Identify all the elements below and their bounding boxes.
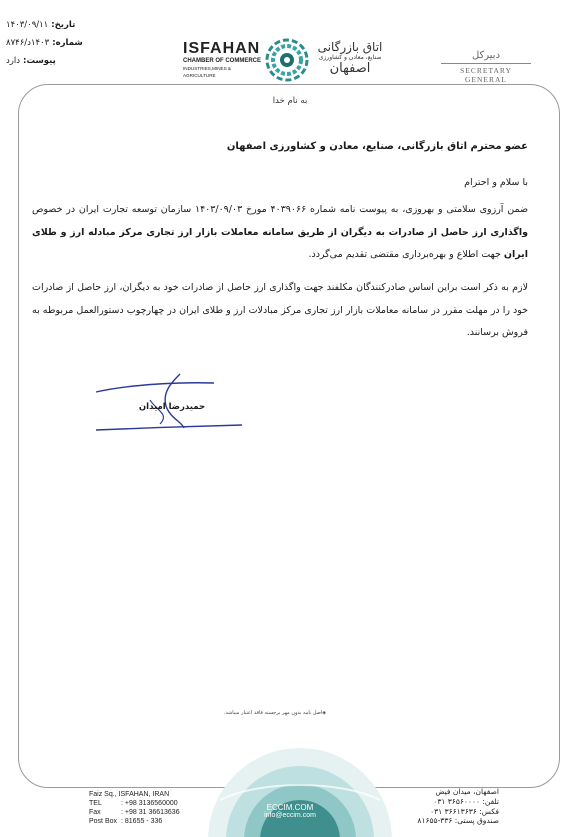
paragraph-1 — [32, 199, 528, 267]
meta-attachment-value: دارد — [6, 56, 21, 66]
footer-web — [250, 804, 330, 820]
footer-email[interactable]: info@eccim.com — [264, 812, 316, 819]
org-name-persian — [315, 40, 385, 76]
secretary-general-title — [441, 49, 531, 84]
footer-address-english — [89, 790, 199, 826]
org-fa-line3: اصفهان — [329, 61, 371, 76]
footer-fa-fax: فکس: ۳۶۶۱۳۶۳۶ ۰۳۱ — [430, 806, 499, 816]
org-en-title: ISFAHAN — [183, 40, 261, 57]
validity-footnote: ◈اصل نامه بدون مهر برجسته فاقد اعتبار میباشد. — [223, 710, 327, 716]
footer-tel-label: TEL — [89, 800, 102, 807]
footer-logo-wave — [200, 730, 400, 837]
greeting-line: با سلام و احترام — [464, 177, 528, 188]
org-fa-line1: اتاق بازرگانی — [317, 40, 383, 54]
footer-tel-row — [89, 799, 199, 808]
footer-tel-value: : +98 3136560000 — [121, 800, 178, 807]
paragraph-1-closing: جهت اطلاع و بهره‌برداری مقتضی تقدیم می‌گردد. — [308, 249, 501, 260]
meta-number-label: شماره: — [52, 38, 83, 48]
footer-address-persian — [404, 787, 499, 826]
org-en-line2: INDUSTRIES,MINES & AGRICULTURE — [183, 66, 231, 78]
paragraph-1-intro: ضمن آرزوی سلامتی و بهروزی، به پیوست نامه شماره ۴۰۳۹۰۶۶ مورخ ۱۴۰۳/۰۹/۰۳ سازمان توسعه تجارت ایران در خصوص — [32, 204, 529, 215]
footer-fax-value: : +98 31 36613636 — [121, 809, 180, 816]
meta-number — [6, 34, 102, 52]
signatory-name: حمیدرضا امیدان — [138, 402, 206, 412]
footer-fax-row — [89, 808, 199, 817]
org-en-line1: CHAMBER OF COMMERCE — [183, 58, 261, 64]
footer-address: Faiz Sq., ISFAHAN, IRAN — [89, 791, 170, 798]
meta-date-value: ۱۴۰۳/۰۹/۱۱ — [6, 20, 49, 30]
footer-postbox-row — [89, 817, 199, 826]
meta-attachment — [6, 52, 102, 70]
letter-meta — [6, 16, 102, 70]
footer-postbox-value: : 81655 - 336 — [121, 818, 163, 825]
meta-number-value: ۱۴۰۳د/۸۷۴۶ — [6, 38, 50, 48]
footer-fa-tel: تلفن: ۳۶۵۶۰۰۰۰ ۰۳۱ — [433, 796, 499, 806]
recipient-line: عضو محترم اتاق بازرگانی، صنایع، معادن و کشاورزی اصفهان — [226, 141, 528, 152]
org-fa-line2: صنایع، معادن و کشاورزی — [318, 54, 382, 61]
meta-date — [6, 16, 102, 34]
footer-fa-address: اصفهان، میدان فیض — [435, 787, 499, 796]
bismillah-heading: به نام خدا — [272, 96, 308, 106]
paragraph-2: لازم به ذکر است براین اساس صادرکنندگان مکلفند جهت واگذاری ارز حاصل از صادرات خود به دیگران، ارز حاصل از صادرات خود را در مهلت مقرر در سامانه معاملات بازار ارز تجاری مرکز مبادلات ارز و طلای ایران در چهارچوب دستورالعمل مربوطه به فروش برسانند. — [32, 282, 528, 338]
meta-attachment-label: پیوست: — [23, 56, 56, 66]
footer-address-row — [89, 790, 199, 799]
footer-fa-postbox: صندوق پستی: ۳۳۶-۸۱۶۵۵ — [417, 816, 499, 826]
footer-website[interactable]: ECCIM.COM — [266, 803, 314, 812]
secretary-fa: دبیرکل — [471, 50, 501, 61]
secretary-en: SECRETARY GENERAL — [441, 63, 531, 84]
chamber-logo-icon — [265, 38, 309, 82]
footer-postbox-label: Post Box — [89, 818, 118, 825]
org-name-english — [183, 41, 263, 79]
letter-border-frame — [18, 84, 560, 788]
paragraph-1-subject: واگذاری ارز حاصل از صادرات به دیگران از طریق سامانه معاملات بازار ارز تجاری مرکز مبادله ارز و طلای ایران — [32, 226, 528, 260]
meta-date-label: تاریخ: — [51, 20, 76, 30]
footer-fax-label: Fax — [89, 809, 101, 816]
